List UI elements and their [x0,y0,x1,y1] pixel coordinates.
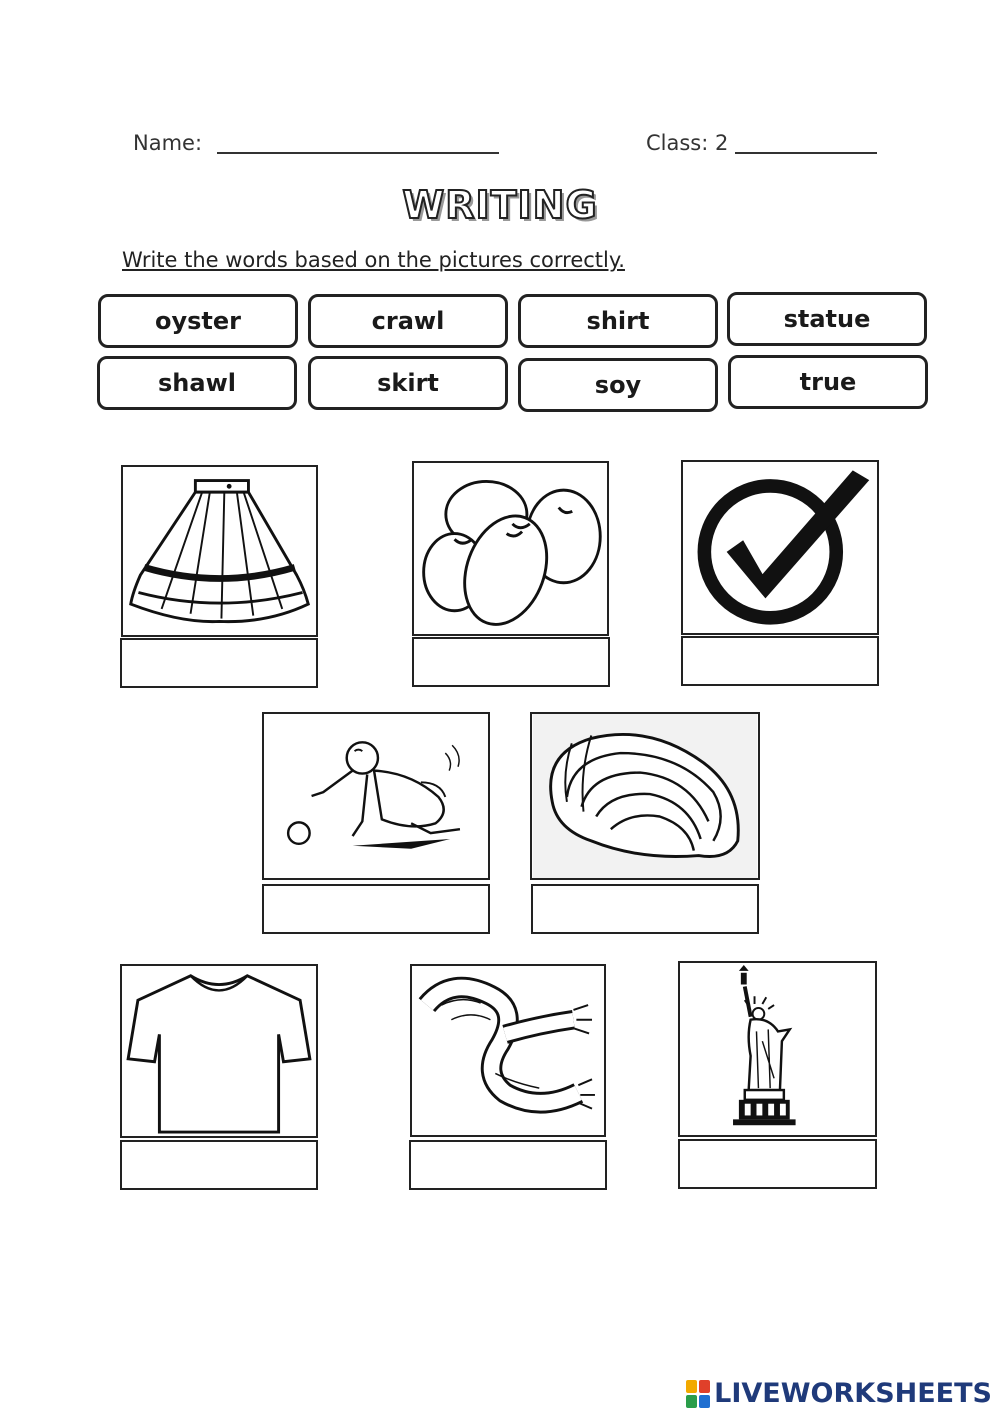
word-bank-item[interactable]: shirt [518,294,718,348]
word-bank-item[interactable]: oyster [98,294,298,348]
scarf-shawl-icon [410,964,606,1137]
answer-box[interactable] [120,1140,318,1190]
instruction-text: Write the words based on the pictures correctly. [122,248,625,272]
page-title: WRITING [402,183,598,227]
answer-box[interactable] [678,1139,877,1189]
checkmark-circle-icon [681,460,879,635]
brand-logo [686,1378,992,1409]
answer-box[interactable] [412,637,610,687]
word-bank-item[interactable]: shawl [97,356,297,410]
tshirt-icon [120,964,318,1138]
word-bank-item[interactable]: crawl [308,294,508,348]
class-label: Class: 2 [646,131,729,155]
answer-box[interactable] [120,638,318,688]
oyster-icon [530,712,760,880]
soy-beans-icon [412,461,609,636]
class-input-line[interactable] [735,152,877,154]
word-bank-item[interactable]: skirt [308,356,508,410]
word-bank-item[interactable]: true [728,355,928,409]
logo-tile [699,1395,710,1408]
logo-tile [686,1380,697,1393]
answer-box[interactable] [681,636,879,686]
word-bank-item[interactable]: statue [727,292,927,346]
skirt-icon [121,465,318,637]
answer-box[interactable] [531,884,759,934]
crawling-baby-icon [262,712,490,880]
answer-box[interactable] [262,884,490,934]
logo-tile [699,1380,710,1393]
answer-box[interactable] [409,1140,607,1190]
liveworksheets-logo-icon [686,1380,710,1408]
statue-of-liberty-icon [678,961,877,1137]
name-label: Name: [133,131,203,155]
logo-tile [686,1395,697,1408]
name-input-line[interactable] [217,152,499,154]
word-bank-item[interactable]: soy [518,358,718,412]
brand-text: LIVEWORKSHEETS [714,1378,992,1409]
